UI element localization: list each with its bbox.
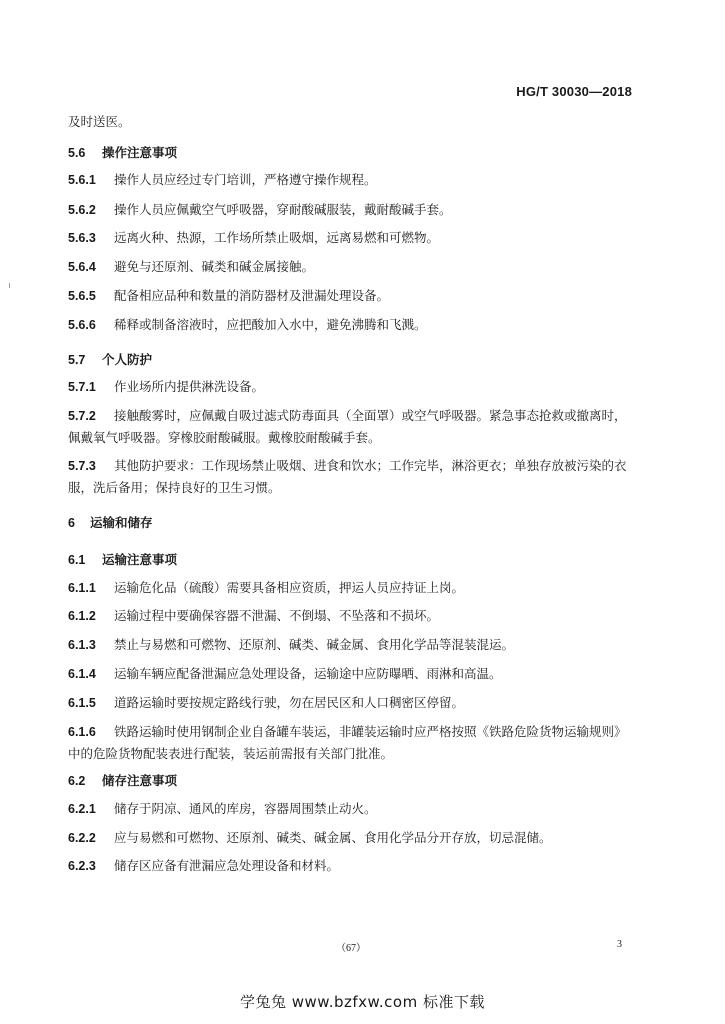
clause-number: 5.6.1: [68, 173, 96, 187]
clause-5-7-1: [68, 376, 635, 398]
clause-6-1-2: [68, 605, 635, 627]
clause-6-1-6: [68, 721, 635, 765]
clause-number: 6.1.1: [68, 581, 96, 595]
clause-number: 6.2.2: [68, 831, 96, 845]
clause-number: 6.1.5: [68, 696, 96, 710]
document-page-number: （67）: [336, 943, 366, 954]
clause-text: 运输过程中要确保容器不泄漏、不倒塌、不坠落和不损坏。: [114, 608, 440, 623]
section-heading-5-6: [68, 143, 177, 161]
clause-text: 操作人员应佩戴空气呼吸器，穿耐酸碱服装，戴耐酸碱手套。: [114, 202, 452, 217]
clause-number: 6.2.3: [68, 859, 96, 873]
clause-text: 储存区应备有泄漏应急处理设备和材料。: [114, 858, 340, 873]
clause-6-2-1: [68, 798, 635, 820]
section-number: 5.6: [68, 146, 86, 160]
clause-text: 储存于阴凉、通风的库房，容器周围禁止动火。: [114, 801, 377, 816]
clause-number: 5.6.6: [68, 318, 96, 332]
clause-text: 运输车辆应配备泄漏应急处理设备，运输途中应防曝晒、雨淋和高温。: [114, 666, 502, 681]
clause-5-6-4: [68, 256, 635, 278]
clause-number: 5.6.2: [68, 203, 96, 217]
standard-code: HG/T 30030—2018: [516, 84, 632, 99]
clause-number: 5.6.4: [68, 260, 96, 274]
clause-text: 接触酸雾时，应佩戴自吸过滤式防毒面具（全面罩）或空气呼吸器。紧急事态抢救或撤离时，佩戴氧气呼吸器。穿橡胶耐酸碱服。戴橡胶耐酸碱手套。: [68, 408, 627, 445]
clause-6-2-2: [68, 827, 635, 849]
clause-text: 应与易燃和可燃物、还原剂、碱类、碱金属、食用化学品分开存放，切忌混储。: [114, 830, 552, 845]
clause-number: 6.1.6: [68, 725, 96, 739]
clause-number: 6.1.2: [68, 609, 96, 623]
section-heading-6-2: [68, 771, 177, 789]
margin-mark: [9, 283, 10, 288]
clause-6-1-5: [68, 692, 635, 714]
clause-text: 禁止与易燃和可燃物、还原剂、碱类、碱金属、食用化学品等混装混运。: [114, 637, 515, 652]
clause-6-1-1: [68, 577, 635, 599]
clause-text: 避免与还原剂、碱类和碱金属接触。: [114, 259, 315, 274]
clause-5-6-6: [68, 314, 635, 336]
chapter-heading-6: [68, 513, 153, 531]
chapter-title: 运输和储存: [90, 515, 153, 530]
section-title: 运输注意事项: [102, 552, 178, 567]
clause-text: 作业场所内提供淋洗设备。: [114, 379, 265, 394]
clause-5-7-3: [68, 455, 635, 499]
clause-number: 6.1.3: [68, 638, 96, 652]
clause-5-6-5: [68, 285, 635, 307]
clause-number: 6.2.1: [68, 802, 96, 816]
section-title: 操作注意事项: [102, 145, 178, 160]
clause-6-1-3: [68, 634, 635, 656]
section-title: 个人防护: [102, 352, 153, 367]
clause-number: 5.7.1: [68, 380, 96, 394]
clause-number: 5.6.3: [68, 231, 96, 245]
clause-6-2-3: [68, 855, 635, 877]
watermark-footer: 学兔兔 www.bzfxw.com 标准下载: [240, 993, 485, 1011]
clause-text: 其他防护要求：工作现场禁止吸烟、进食和饮水；工作完毕，淋浴更衣；单独存放被污染的衣服，洗后备用；保持良好的卫生习惯。: [68, 458, 627, 495]
clause-5-6-1: [68, 169, 635, 191]
clause-text: 道路运输时要按规定路线行驶，勿在居民区和人口稠密区停留。: [114, 695, 465, 710]
clause-number: 5.7.2: [68, 409, 96, 423]
clause-text: 操作人员应经过专门培训，严格遵守操作规程。: [114, 172, 377, 187]
clause-number: 6.1.4: [68, 667, 96, 681]
clause-text: 稀释或制备溶液时，应把酸加入水中，避免沸腾和飞溅。: [114, 317, 427, 332]
section-heading-5-7: [68, 350, 152, 368]
clause-number: 5.6.5: [68, 289, 96, 303]
clause-5-6-3: [68, 227, 635, 249]
clause-5-6-2: [68, 199, 635, 221]
clause-text: 配备相应品种和数量的消防器材及泄漏处理设备。: [114, 288, 390, 303]
clause-text: 铁路运输时使用钢制企业自备罐车装运，非罐装运输时应严格按照《铁路危险货物运输规则》中的危险货物配装表进行配装，装运前需报有关部门批准。: [68, 724, 627, 761]
section-number: 5.7: [68, 353, 86, 367]
clause-text: 运输危化品（硫酸）需要具备相应资质，押运人员应持证上岗。: [114, 580, 465, 595]
continuation-text: 及时送医。: [68, 114, 131, 129]
section-heading-6-1: [68, 550, 177, 568]
clause-number: 5.7.3: [68, 459, 96, 473]
page-number: 3: [617, 939, 622, 950]
section-number: 6.2: [68, 774, 86, 788]
clause-5-7-2: [68, 405, 635, 449]
clause-text: 远离火种、热源，工作场所禁止吸烟，远离易燃和可燃物。: [114, 230, 440, 245]
chapter-number: 6: [68, 516, 75, 530]
clause-6-1-4: [68, 663, 635, 685]
section-number: 6.1: [68, 553, 86, 567]
section-title: 储存注意事项: [102, 773, 178, 788]
